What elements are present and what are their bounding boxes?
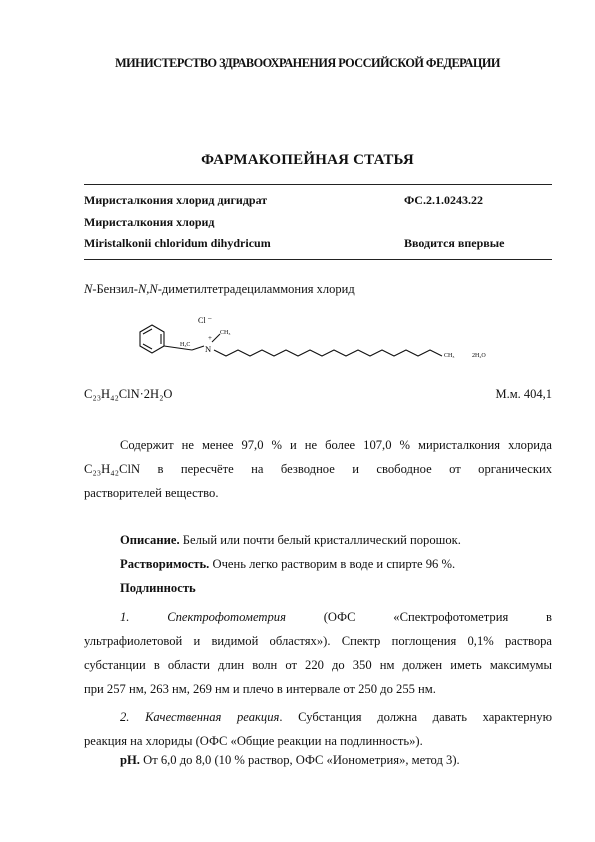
solubility-label: Растворимость. — [120, 557, 210, 571]
article-title: ФАРМАКОПЕЙНАЯ СТАТЬЯ — [201, 152, 414, 168]
chem-mid-1: -Бензил- — [92, 282, 138, 296]
qual-num: 2. — [120, 710, 146, 724]
molecular-formula: C₂₃H₄₂ClN·2H₂O — [84, 387, 173, 401]
qual-line-1 — [120, 705, 552, 729]
description-text: Белый или почти белый кристаллический порошок. — [179, 533, 461, 547]
ph-label: pH. — [120, 753, 140, 767]
content-line-2-rest: в пересчёте на безводное и свободное от органических — [157, 462, 552, 476]
methyl-left-label: H₃C — [180, 342, 191, 348]
structural-formula — [120, 310, 520, 380]
spectro-line-3: субстанции в области длин волн от 220 до 350 нм должен иметь максимумы — [84, 658, 552, 672]
fs-number: ФС.2.1.0243.22 — [404, 193, 483, 207]
spectro-label: Спектрофотометрия — [167, 610, 286, 624]
ph-text: От 6,0 до 8,0 (10 % раствор, ОФС «Ионометрия», метод 3). — [139, 753, 460, 767]
content-line-3: растворителей вещество. — [84, 486, 219, 500]
spectro-line-4: при 257 нм, 263 нм, 269 нм и плечо в интервале от 250 до 255 нм. — [84, 682, 436, 696]
chloride-label: Cl — [198, 316, 206, 325]
ph-line — [120, 753, 460, 768]
identity-heading: Подлинность — [120, 581, 196, 595]
ministry-heading: МИНИСТЕРСТВО ЗДРАВООХРАНЕНИЯ РОССИЙСКОЙ ФЕДЕРАЦИИ — [115, 56, 500, 70]
status-text: Вводится впервые — [404, 236, 505, 250]
substance-name-lat: Miristalkonii chloridum dihydricum — [84, 236, 271, 250]
chem-prefix-1: N — [84, 282, 93, 296]
chem-prefix-2: N,N — [137, 282, 158, 296]
bottom-rule — [84, 259, 552, 260]
methyl-right-label: CH₃ — [220, 330, 231, 336]
spectro-num: 1. — [120, 610, 168, 624]
nitrogen-label: N — [205, 344, 212, 354]
spectro-line-1 — [120, 605, 552, 629]
terminal-methyl-label: CH₃ — [444, 353, 455, 359]
chem-rest: -диметилтетрадециламмония хлорид — [157, 282, 355, 296]
content-line-2 — [84, 457, 552, 481]
chloride-charge: – — [208, 314, 212, 322]
spectro-line-1-rest: (ОФС «Спектрофотометрия в — [323, 610, 552, 624]
description-line — [120, 533, 461, 548]
substance-name-ru-2: Миристалкония хлорид — [84, 215, 215, 229]
spectro-line-2: ультрафиолетовой и видимой областях»). Спектр поглощения 0,1% раствора — [84, 634, 552, 648]
top-rule — [84, 184, 552, 185]
qual-label: Качественная реакция — [145, 710, 280, 724]
content-formula: C₂₃H₄₂ClN — [84, 462, 141, 476]
solubility-line — [120, 557, 455, 572]
qual-line-2: реакция на хлориды (ОФС «Общие реакции на подлинность»). — [84, 734, 423, 748]
alkyl-chain — [214, 350, 442, 356]
nitrogen-charge: + — [208, 334, 212, 342]
solubility-text: Очень легко растворим в воде и спирте 96 %. — [209, 557, 456, 571]
qual-line-1-rest: . Субстанция должна давать характерную — [279, 710, 552, 724]
content-line-1: Содержит не менее 97,0 % и не более 107,0 % миристалкония хлорида — [120, 438, 552, 452]
substance-name-ru-1: Миристалкония хлорид дигидрат — [84, 193, 268, 207]
chemical-name — [84, 282, 355, 297]
description-label: Описание. — [120, 533, 180, 547]
water-label: 2H₂O — [472, 353, 486, 359]
molecular-weight: М.м. 404,1 — [495, 387, 552, 401]
